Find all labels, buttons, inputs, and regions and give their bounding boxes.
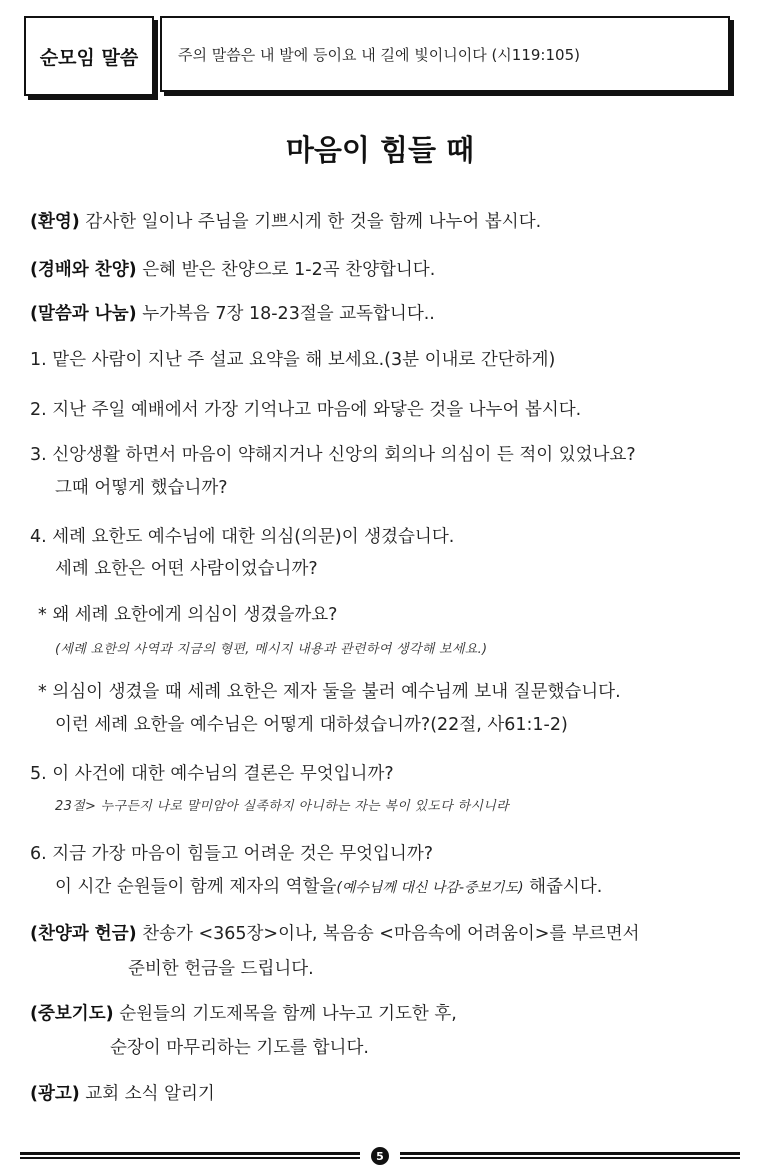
question-5: 5. 이 사건에 대한 예수님의 결론은 무엇입니까? xyxy=(30,764,394,784)
worship-text: 은혜 받은 찬양으로 1-2곡 찬양합니다. xyxy=(136,260,436,280)
offering-line xyxy=(30,920,640,945)
prayer-text: 순원들의 기도제목을 함께 나누고 기도한 후, xyxy=(113,1004,457,1024)
question-6-handwritten: (예수님께 대신 나감-중보기도) xyxy=(336,880,524,896)
prayer-line-2: 순장이 마무리하는 기도를 합니다. xyxy=(110,1038,369,1058)
question-1: 1. 맡은 사람이 지난 주 설교 요약을 해 보세요.(3분 이내로 간단하게) xyxy=(30,350,556,370)
question-4-sub-1-note: (세례 요한의 사역과 지금의 형편, 메시지 내용과 관련하여 생각해 보세요.) xyxy=(55,642,488,657)
announcement-line xyxy=(30,1080,215,1105)
announcement-text: 교회 소식 알리기 xyxy=(79,1084,215,1104)
announcement-tag: (광고) xyxy=(30,1084,80,1104)
offering-text: 찬송가 <365장>이나, 복음송 <마음속에 어려움이>를 부르면서 xyxy=(136,924,640,944)
word-text: 누가복음 7장 18-23절을 교독합니다.. xyxy=(136,304,435,324)
question-4-sub-2-cont: 이런 세례 요한을 예수님은 어떻게 대하셨습니까?(22절, 사61:1-2) xyxy=(55,715,568,735)
welcome-text: 감사한 일이나 주님을 기쁘시게 한 것을 함께 나누어 봅시다. xyxy=(79,212,542,232)
question-6: 6. 지금 가장 마음이 힘들고 어려운 것은 무엇입니까? xyxy=(30,844,434,864)
worship-line xyxy=(30,256,435,281)
header xyxy=(24,14,736,96)
question-2: 2. 지난 주일 예배에서 가장 기억나고 마음에 와닿은 것을 나누어 봅시다. xyxy=(30,400,582,420)
offering-line-2: 준비한 헌금을 드립니다. xyxy=(128,959,314,979)
prayer-tag: (중보기도) xyxy=(30,1004,114,1024)
footer-rule-right xyxy=(400,1152,740,1160)
footer xyxy=(20,1147,740,1165)
question-4-sub-2: * 의심이 생겼을 때 세례 요한은 제자 둘을 불러 예수님께 보내 질문했습니다. xyxy=(38,682,621,702)
footer-rule-left xyxy=(20,1152,360,1160)
question-3: 3. 신앙생활 하면서 마음이 약해지거나 신앙의 회의나 의심이 든 적이 있었나요? xyxy=(30,445,636,465)
word-tag: (말씀과 나눔) xyxy=(30,304,137,324)
welcome-tag: (환영) xyxy=(30,212,80,232)
question-6-cont-a: 이 시간 순원들이 함께 제자의 역할을 xyxy=(55,877,337,897)
question-4-cont: 세례 요한은 어떤 사람이었습니까? xyxy=(55,559,318,579)
word-line xyxy=(30,300,435,325)
offering-tag: (찬양과 헌금) xyxy=(30,924,137,944)
page-number: 5 xyxy=(371,1147,389,1165)
verse-banner: 주의 말씀은 내 발에 등이요 내 길에 빛이니이다 (시119:105) xyxy=(160,16,730,92)
worship-tag: (경배와 찬양) xyxy=(30,260,137,280)
question-4-sub-1: * 왜 세례 요한에게 의심이 생겼을까요? xyxy=(38,605,338,625)
question-5-note: 23절> 누구든지 나로 말미암아 실족하지 아니하는 자는 복이 있도다 하시니라 xyxy=(55,799,509,814)
prayer-line xyxy=(30,1000,457,1025)
page-title: 마음이 힘들 때 xyxy=(285,133,475,167)
question-6-cont xyxy=(55,873,602,898)
question-3-cont: 그때 어떻게 했습니까? xyxy=(55,478,228,498)
question-6-cont-b: 해줍시다. xyxy=(523,877,603,897)
welcome-line xyxy=(30,208,541,233)
section-label: 순모임 말씀 xyxy=(24,16,154,96)
question-4: 4. 세례 요한도 예수님에 대한 의심(의문)이 생겼습니다. xyxy=(30,527,455,547)
